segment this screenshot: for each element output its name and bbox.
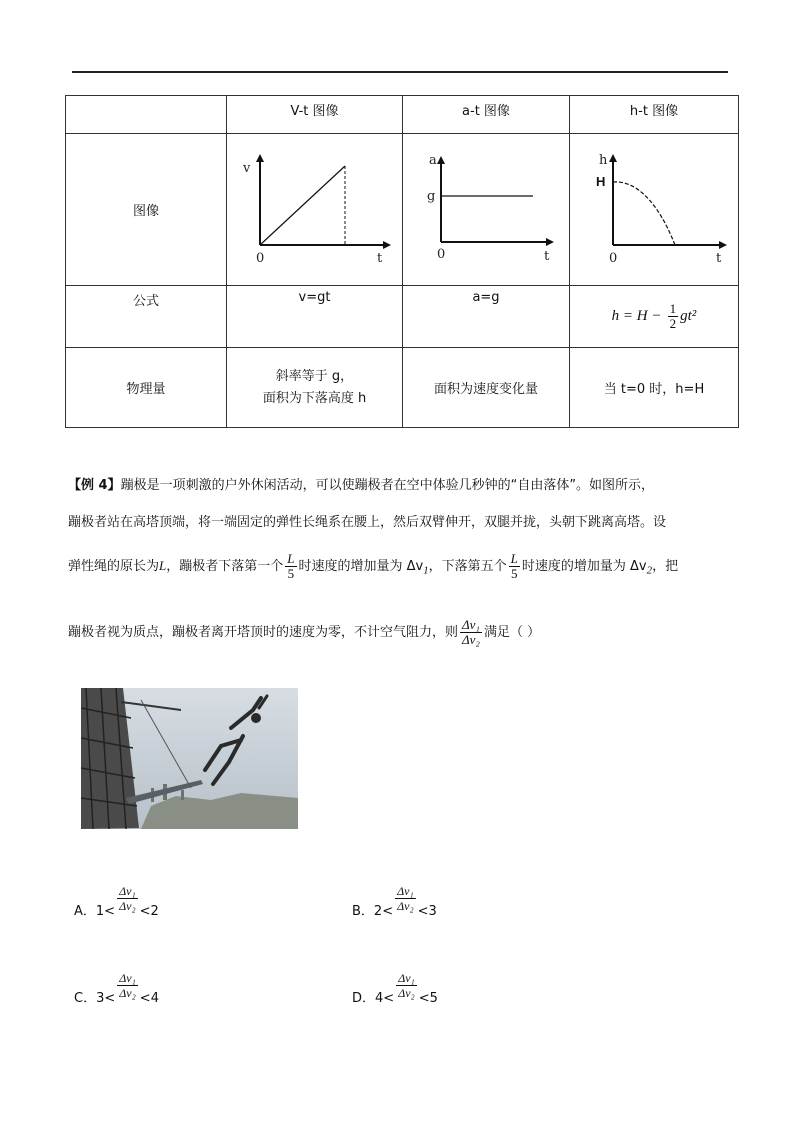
header-rule xyxy=(72,71,728,73)
example-text-3f: ，把 xyxy=(652,559,679,574)
option-c-den: Δv₂ xyxy=(119,986,136,1000)
at-y-arrow xyxy=(437,156,445,164)
vt-x-label: t xyxy=(376,250,382,266)
sub-1: 1 xyxy=(423,564,429,577)
vt-line xyxy=(260,166,345,245)
ht-physics-cell: 当 t=0 时，h=H xyxy=(570,348,739,428)
ht-x-label: t xyxy=(716,250,722,266)
example-line-1 xyxy=(68,477,738,495)
frac-num: L xyxy=(510,551,518,566)
ht-y-label: h xyxy=(599,152,608,168)
option-b-letter: B． xyxy=(352,904,374,919)
bungee-photo xyxy=(81,688,298,829)
at-origin-label: 0 xyxy=(437,246,446,262)
option-d[interactable] xyxy=(352,971,438,1013)
vt-y-arrow xyxy=(256,154,264,162)
at-y-label: a xyxy=(429,152,437,168)
vt-graph-cell xyxy=(227,134,403,286)
at-x-label: t xyxy=(544,248,550,264)
photo-building xyxy=(181,790,184,800)
option-a[interactable] xyxy=(74,884,159,926)
option-c-num: Δv₁ xyxy=(119,971,136,985)
option-b-den: Δv₂ xyxy=(397,899,414,913)
ht-y-arrow xyxy=(609,154,617,162)
ht-formula-lhs: h = H − xyxy=(611,308,662,324)
ht-curve xyxy=(613,181,675,244)
ht-H-label: H xyxy=(596,173,606,189)
ht-x-arrow xyxy=(719,241,727,249)
example-tag: 【例 4】 xyxy=(68,478,121,493)
option-d-high: <5 xyxy=(418,991,438,1006)
option-a-den: Δv₂ xyxy=(119,899,136,913)
example-text-4a: 蹦极者视为质点，蹦极者离开塔顶时的速度为零，不计空气阻力，则 xyxy=(68,625,459,640)
option-a-num: Δv₁ xyxy=(119,884,136,898)
vt-origin-label: 0 xyxy=(255,250,264,266)
example-text-3b: ，蹦极者下落第一个 xyxy=(166,559,284,574)
ht-formula-tail: gt² xyxy=(680,308,697,324)
option-a-high: <2 xyxy=(139,904,159,919)
table-row-graphs xyxy=(66,134,739,286)
ht-formula xyxy=(570,286,739,348)
option-d-num: Δv₁ xyxy=(398,971,415,985)
option-a-letter: A． xyxy=(74,904,96,919)
header-cell-empty xyxy=(66,96,227,134)
option-b-fraction xyxy=(395,884,416,913)
vt-physics-line1: 斜率等于 g， xyxy=(275,368,354,384)
photo-jumper-head xyxy=(251,713,261,723)
fraction-L-over-5-fifth xyxy=(509,552,520,581)
frac-num: L xyxy=(287,551,295,566)
option-b-num: Δv₁ xyxy=(397,884,414,898)
option-c-fraction xyxy=(117,971,138,1000)
frac-den: 5 xyxy=(287,566,295,581)
frac-den: 5 xyxy=(511,566,518,581)
ht-graph xyxy=(579,150,729,270)
example-line-4 xyxy=(68,618,738,647)
at-formula: a=g xyxy=(403,286,570,348)
at-x-arrow xyxy=(546,238,554,246)
at-physics-cell: 面积为速度变化量 xyxy=(403,348,570,428)
fraction-L-over-5-first xyxy=(285,552,296,581)
table-header-row xyxy=(66,96,739,134)
ht-formula-num: 1 xyxy=(669,301,677,316)
option-b-high: <3 xyxy=(417,904,437,919)
header-cell-vt: V-t 图像 xyxy=(227,96,403,134)
table-row-physics xyxy=(66,348,739,428)
sub-2: 2 xyxy=(646,564,653,577)
option-c-low: 3< xyxy=(96,991,116,1006)
row-label-physics: 物理量 xyxy=(66,348,227,428)
option-a-low: 1< xyxy=(95,904,116,919)
ht-origin-label: 0 xyxy=(609,250,618,266)
ratio-den: Δv₂ xyxy=(462,632,480,647)
option-d-den: Δv₂ xyxy=(398,986,415,1000)
var-L: L xyxy=(159,558,167,573)
option-d-letter: D． xyxy=(352,991,376,1006)
example-text-1: 蹦极是一项刺激的户外休闲活动，可以使蹦极者在空中体验几秒钟的“自由落体”。如图所示， xyxy=(120,478,655,493)
at-graph xyxy=(411,150,561,270)
vt-physics-cell xyxy=(227,348,403,428)
vt-formula: v=gt xyxy=(227,286,403,348)
free-fall-graph-table xyxy=(65,95,739,428)
option-d-low: 4< xyxy=(375,991,395,1006)
row-label-formula: 公式 xyxy=(66,286,227,348)
vt-y-label: v xyxy=(242,160,250,176)
example-text-3d: ，下落第五个 xyxy=(428,559,507,574)
ratio-fraction xyxy=(460,618,482,647)
ht-formula-den: 2 xyxy=(669,316,677,331)
example-text-3e: 时速度的增加量为 Δv xyxy=(521,559,647,574)
option-b[interactable] xyxy=(352,884,437,926)
ratio-num: Δv₁ xyxy=(462,617,480,632)
option-c[interactable] xyxy=(74,971,159,1013)
row-label-image: 图像 xyxy=(66,134,227,286)
vt-graph xyxy=(235,150,395,270)
at-g-label: g xyxy=(427,188,436,204)
ht-graph-cell xyxy=(570,134,739,286)
option-d-fraction xyxy=(396,971,417,1000)
option-c-high: <4 xyxy=(139,991,159,1006)
option-a-fraction xyxy=(117,884,138,913)
example-text-3a: 弹性绳的原长为 xyxy=(68,559,160,574)
example-line-2: 蹦极者站在高塔顶端，将一端固定的弹性长绳系在腰上，然后双臂伸开，双腿并拢，头朝下跳离高塔。设 xyxy=(68,515,667,530)
vt-x-arrow xyxy=(383,241,391,249)
table-row-formulas xyxy=(66,286,739,348)
option-b-low: 2< xyxy=(373,904,394,919)
example-text-4b: 满足（ ） xyxy=(483,625,541,640)
example-line-3 xyxy=(68,552,738,581)
example-text-3c: 时速度的增加量为 Δv xyxy=(298,559,424,574)
option-c-letter: C． xyxy=(74,991,97,1006)
vt-physics-line2: 面积为下落高度 h xyxy=(262,390,367,406)
header-cell-ht: h-t 图像 xyxy=(570,96,739,134)
ht-formula-fraction xyxy=(668,302,679,331)
header-cell-at: a-t 图像 xyxy=(403,96,570,134)
at-graph-cell xyxy=(403,134,570,286)
